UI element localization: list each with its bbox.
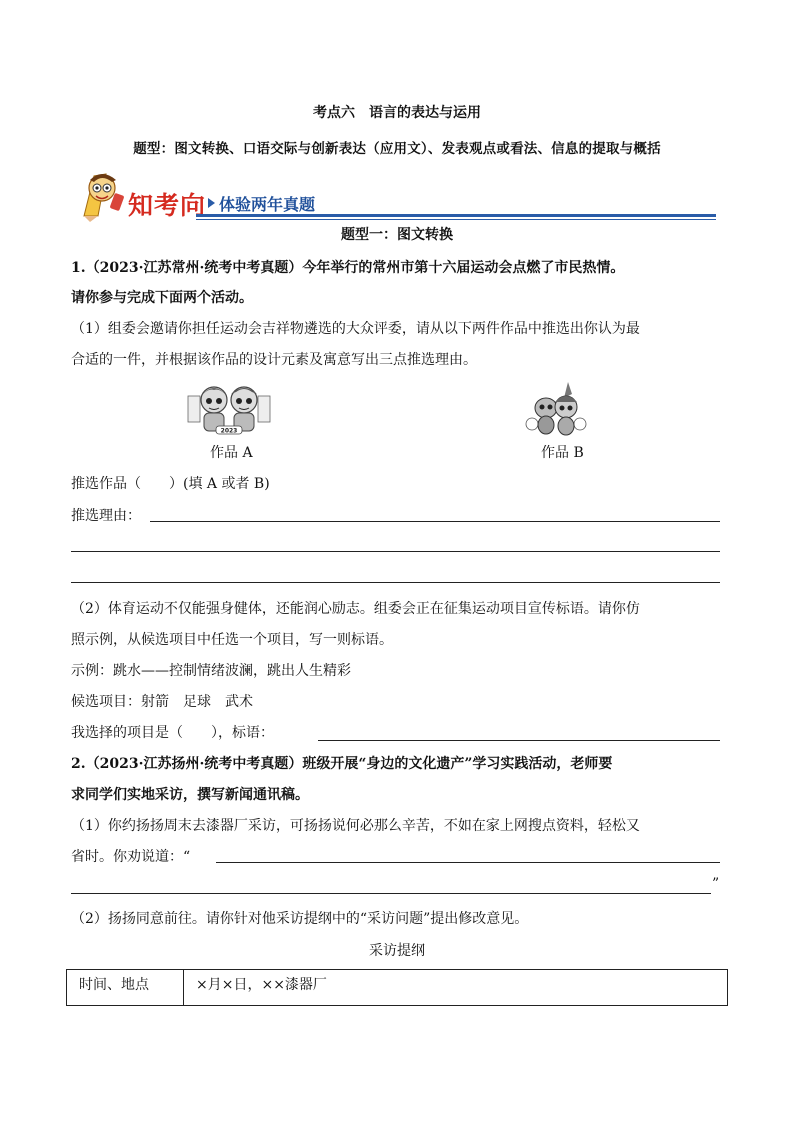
outline-row-label: 时间、地点 <box>67 970 184 1006</box>
interview-outline-table <box>66 969 728 1006</box>
mascot-a-image <box>186 380 272 440</box>
q1-stem-line2: 请你参与完成下面两个活动。 <box>71 290 253 306</box>
q2-part1-line2: 省时。你劝说道：“ <box>71 849 191 865</box>
reason-answer-line-3[interactable] <box>71 582 720 583</box>
choose-work-line: 推选作品（ ）(填 A 或者 B) <box>71 476 270 492</box>
q2-stem-line2: 求同学们实地采访，撰写新闻通讯稿。 <box>71 787 309 803</box>
banner-title: 知考向 <box>128 191 207 220</box>
arrow-right-icon <box>208 198 215 208</box>
q1-part2-line1: （2）体育运动不仅能强身健体，还能润心励志。组委会正在征集运动项目宣传标语。请你仿 <box>71 601 640 617</box>
q2-part2: （2）扬扬同意前往。请你针对他采访提纲中的“采访问题”提出修改意见。 <box>71 911 529 927</box>
persuade-answer-line-1[interactable] <box>216 862 720 863</box>
q2-stem-line1: 2.（2023·江苏扬州·统考中考真题）班级开展“身边的文化遗产”学习实践活动，老师要 <box>71 756 613 772</box>
reason-label: 推选理由： <box>71 508 141 524</box>
q1-part2-line2: 照示例，从候选项目中任选一个项目，写一则标语。 <box>71 632 393 648</box>
q2-part1-line1: （1）你约扬扬周末去漆器厂采访，可扬扬说何必那么辛苦，不如在家上网搜点资料，轻松又 <box>71 818 640 834</box>
q1-stem-line1: 1.（2023·江苏常州·统考中考真题）今年举行的常州市第十六届运动会点燃了市民热情。 <box>71 260 625 276</box>
work-b-label: 作品 B <box>541 445 584 461</box>
slogan-answer-line[interactable] <box>318 740 720 741</box>
page-subtitle: 题型：图文转换、口语交际与创新表达（应用文）、发表观点或看法、信息的提取与概括 <box>133 141 661 157</box>
reason-answer-line-1[interactable] <box>150 521 720 522</box>
mascot-a-year: 2023 <box>220 427 238 435</box>
persuade-answer-line-2[interactable] <box>71 893 711 894</box>
banner-divider-thin <box>196 219 716 220</box>
work-a-label: 作品 A <box>210 445 253 461</box>
mascot-b-image <box>524 380 588 440</box>
candidate-items: 候选项目：射箭 足球 武术 <box>71 694 253 710</box>
section-banner <box>76 166 716 222</box>
close-quote: ” <box>712 876 720 892</box>
section-heading: 题型一：图文转换 <box>341 227 453 243</box>
outline-row-value: ×月×日，××漆器厂 <box>184 970 728 1006</box>
example-line: 示例：跳水——控制情绪波澜，跳出人生精彩 <box>71 663 351 679</box>
banner-subtitle: 体验两年真题 <box>219 195 316 214</box>
my-choice-line: 我选择的项目是（ ），标语： <box>71 725 274 741</box>
pencil-mascot-icon <box>76 166 132 222</box>
q1-part1-line1: （1）组委会邀请你担任运动会吉祥物遴选的大众评委，请从以下两件作品中推选出你认为最 <box>71 321 640 337</box>
outline-title: 采访提纲 <box>369 943 425 959</box>
q1-part1-line2: 合适的一件，并根据该作品的设计元素及寓意写出三点推选理由。 <box>71 352 477 368</box>
reason-answer-line-2[interactable] <box>71 551 720 552</box>
banner-divider <box>196 214 716 217</box>
table-row <box>67 970 728 1006</box>
page-title: 考点六 语言的表达与运用 <box>313 105 481 121</box>
